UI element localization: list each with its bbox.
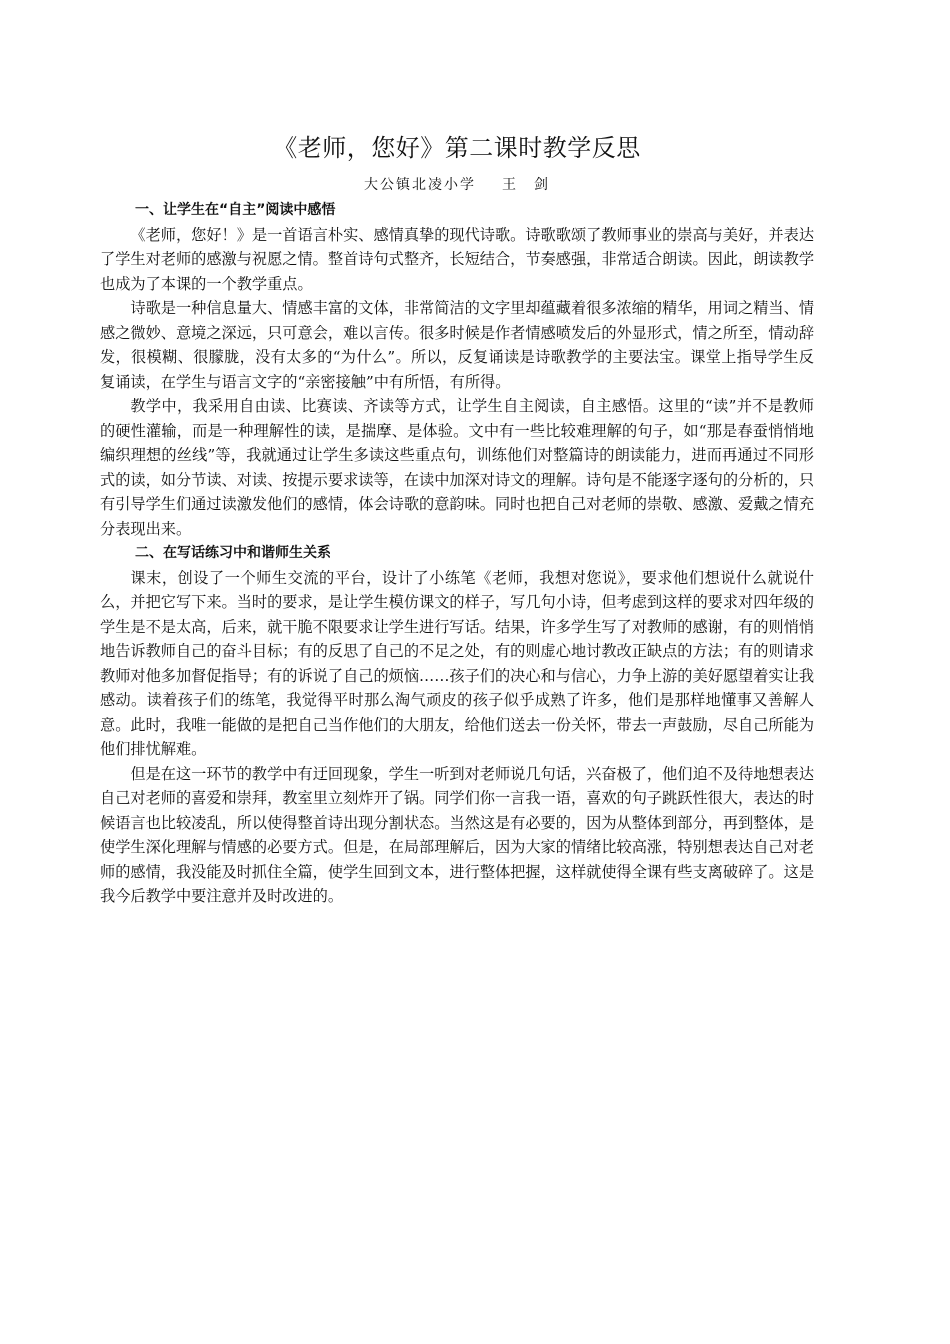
paragraph: 教学中，我采用自由读、比赛读、齐读等方式，让学生自主阅读，自主感悟。这里的“读”并不是教师的硬性灌输，而是一种理解性的读，是揣摩、是体验。文中有一些比较难理解的句子，如“那是春蚕悄悄地编织理想的丝线”等，我就通过让学生多读这些重点句，训练他们对整篇诗的朗读能力，进而再通过不同形式的读，如分节读、对读、按提示要求读等，在读中加深对诗文的理解。诗句是不能逐字逐句的分析的，只有引导学生们通过读激发他们的感情，体会诗歌的意韵味。同时也把自己对老师的崇敬、感激、爱戴之情充分表现出来。 — [100, 397, 814, 538]
school-name: 大公镇北凌小学 — [364, 177, 476, 193]
section-heading: 二、在写话练习中和谐师生关系 — [135, 545, 331, 561]
document-title: 《老师，您好》第二课时教学反思 — [273, 134, 641, 162]
author-name: 王 剑 — [502, 177, 550, 193]
section-2 — [100, 541, 814, 909]
byline — [100, 174, 814, 196]
paragraph: 但是在这一环节的教学中有迂回现象，学生一听到对老师说几句话，兴奋极了，他们迫不及待地想表达自己对老师的喜爱和崇拜，教室里立刻炸开了锅。同学们你一言我一语，喜欢的句子跳跃性很大，表达的时候语言也比较凌乱，所以使得整首诗出现分割状态。当然这是有必要的，因为从整体到部分，再到整体，是使学生深化理解与情感的必要方式。但是，在局部理解后，因为大家的情绪比较高涨，特别想表达自己对老师的感情，我没能及时抓住全篇，使学生回到文本，进行整体把握，这样就使得全课有些支离破碎了。这是我今后教学中要注意并及时改进的。 — [100, 764, 814, 905]
document-body — [100, 131, 814, 909]
section-1 — [100, 198, 814, 541]
section-heading: 一、让学生在“自主”阅读中感悟 — [135, 202, 336, 218]
paragraph: 诗歌是一种信息量大、情感丰富的文体，非常简洁的文字里却蕴藏着很多浓缩的精华，用词之精当、情感之微妙、意境之深远，只可意会，难以言传。很多时候是作者情感喷发后的外显形式，情之所至，情动辞发，很模糊、很朦胧，没有太多的“为什么”。所以，反复诵读是诗歌教学的主要法宝。课堂上指导学生反复诵读，在学生与语言文字的“亲密接触”中有所悟，有所得。 — [100, 299, 814, 391]
paragraph: 《老师，您好！》是一首语言朴实、感情真挚的现代诗歌。诗歌歌颂了教师事业的崇高与美好，并表达了学生对老师的感激与祝愿之情。整首诗句式整齐，长短结合，节奏感强，非常适合朗读。因此，朗读教学也成为了本课的一个教学重点。 — [100, 225, 814, 293]
paragraph: 课末，创设了一个师生交流的平台，设计了小练笔《老师，我想对您说》，要求他们想说什么就说什么，并把它写下来。当时的要求，是让学生模仿课文的样子，写几句小诗，但考虑到这样的要求对四年级的学生是不是太高，后来，就干脆不限要求让学生进行写话。结果，许多学生写了对教师的感谢，有的则悄悄地告诉教师自己的奋斗目标；有的反思了自己的不足之处，有的则虚心地讨教改正缺点的方法；有的则请求教师对他多加督促指导；有的诉说了自己的烦恼……孩子们的决心和与信心，力争上游的美好愿望着实让我感动。读着孩子们的练笔，我觉得平时那么淘气顽皮的孩子似乎成熟了许多，他们是那样地懂事又善解人意。此时，我唯一能做的是把自己当作他们的大朋友，给他们送去一份关怀，带去一声鼓励，尽自己所能为他们排忧解难。 — [100, 568, 814, 758]
